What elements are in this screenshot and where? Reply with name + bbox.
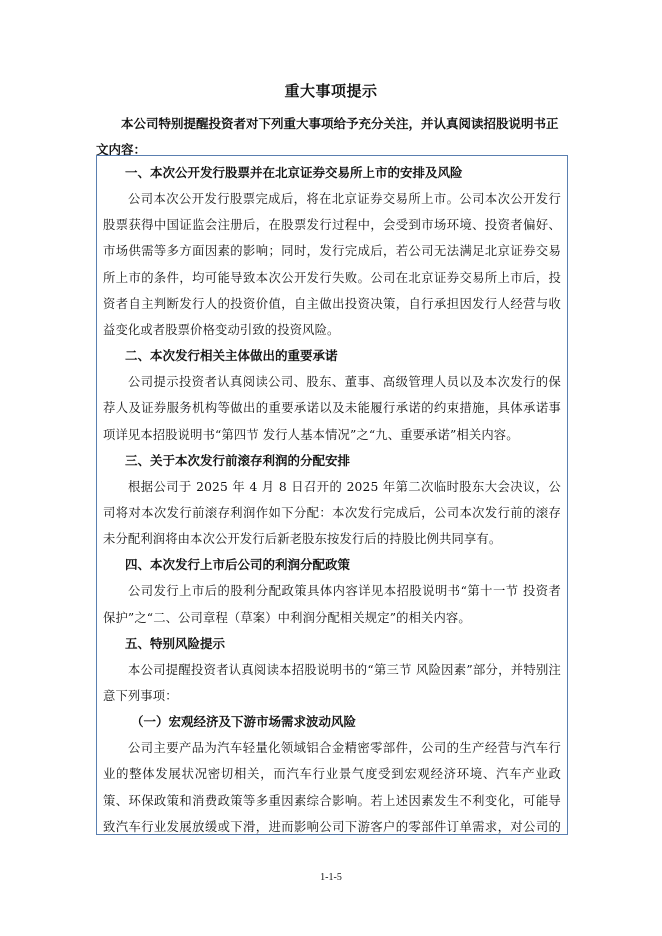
- intro-paragraph: 本公司特别提醒投资者对下列重大事项给予充分关注，并认真阅读招股说明书正文内容：: [96, 116, 559, 157]
- section-body-3: 根据公司于 2025 年 4 月 8 日召开的 2025 年第二次临时股东大会决议，公司将对本次发行前滚存利润作如下分配：本次发行完成后，公司本次发行前的滚存未分配利润将由本次公开发行后新老股东按发行后的持股比例共同享有。: [103, 479, 561, 547]
- section-heading-2: 二、本次发行相关主体做出的重要承诺: [125, 348, 338, 364]
- section-body-4: 公司发行上市后的股利分配政策具体内容详见本招股说明书“第十一节 投资者保护”之“二、公司章程（草案）中利润分配相关规定”的相关内容。: [103, 584, 561, 625]
- page-title: 重大事项提示: [284, 82, 378, 100]
- section-heading-1: 一、本次公开发行股票并在北京证券交易所上市的安排及风险: [125, 165, 463, 180]
- sub-body-1: 公司主要产品为汽车轻量化领域铝合金精密零部件，公司的生产经营与汽车行业的整体发展状况密切相关，而汽车行业景气度受到宏观经济环境、汽车产业政策、环保政策和消费政策等多重因素综合影响。若上述因素发生不利变化，可能导致汽车行业发展放缓或下滑，进而影响公司下游客户的零部件订单需求，对公司的: [103, 741, 561, 834]
- section-heading-5: 五、特别风险提示: [125, 635, 226, 651]
- section-heading-3: 三、关于本次发行前滚存利润的分配安排: [125, 452, 351, 468]
- section-body-1: 公司本次公开发行股票完成后，将在北京证券交易所上市。公司本次公开发行股票获得中国证监会注册后，在股票发行过程中，会受到市场环境、投资者偏好、市场供需等多方面因素的影响；同时，发行完成后，若公司无法满足北京证券交易所上市的条件，均可能导致本次公开发行失败。公司在北京证券交易所上市后，投资者自主判断发行人的投资价值，自主做出投资决策，自行承担因发行人经营与收益变化或者股票价格变动引致的投资风险。: [103, 192, 561, 338]
- page-number: 1-1-5: [320, 872, 342, 883]
- notice-box: [96, 155, 568, 835]
- sub-heading-1: （一）宏观经济及下游市场需求波动风险: [131, 714, 357, 730]
- section-heading-4: 四、本次发行上市后公司的利润分配政策: [125, 557, 351, 573]
- section-body-5: 本公司提醒投资者认真阅读本招股说明书的“第三节 风险因素”部分，并特别注意下列事项：: [103, 662, 561, 704]
- section-body-2: 公司提示投资者认真阅读公司、股东、董事、高级管理人员以及本次发行的保荐人及证券服务机构等做出的重要承诺以及未能履行承诺的约束措施，具体承诺事项详见本招股说明书“第四节 发行人基本情况”之“九、重要承诺”相关内容。: [103, 375, 561, 442]
